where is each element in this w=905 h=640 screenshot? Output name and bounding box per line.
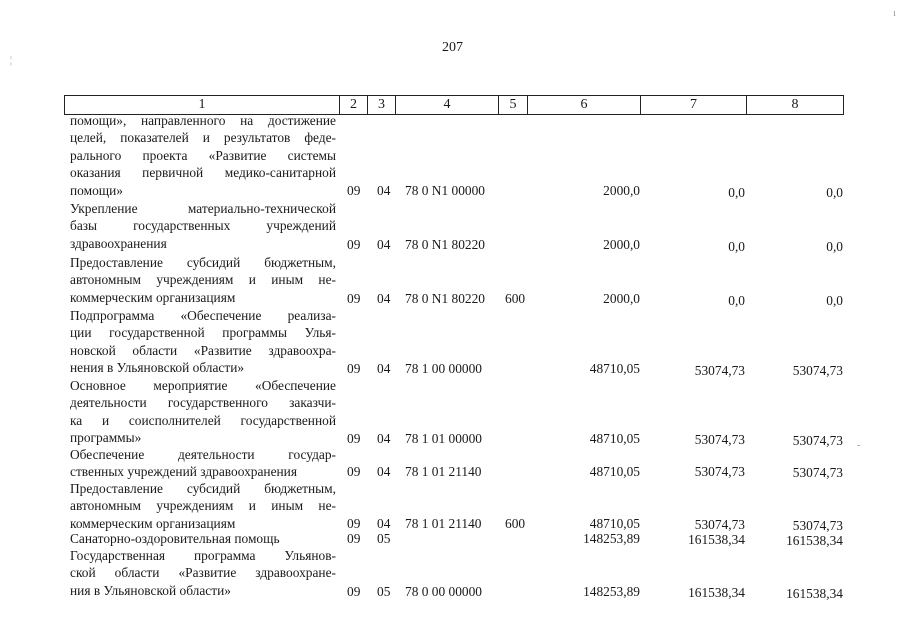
cell-target-article: 78 0 00 00000 <box>405 584 482 599</box>
desc-line: новской области «Развитие здравоохра- <box>70 342 336 358</box>
desc-line: базы государственных учреждений <box>70 218 336 234</box>
cell-subsection: 05 <box>377 531 391 546</box>
row-description <box>70 254 336 306</box>
scan-mark: ı <box>893 8 896 19</box>
desc-line: автономным учреждениям и иным не- <box>70 272 336 288</box>
desc-line: Основное мероприятие «Обеспечение <box>70 378 336 393</box>
cell-amount-col6: 48710,05 <box>589 516 640 531</box>
cell-amount-col7: 0,0 <box>728 239 745 254</box>
row-description <box>70 446 336 481</box>
cell-amount-col8: 161538,34 <box>786 533 843 548</box>
row-description <box>70 112 336 199</box>
cell-amount-col7: 53074,73 <box>694 432 745 447</box>
cell-amount-col6: 48710,05 <box>589 431 640 446</box>
desc-line: помощи» <box>70 182 123 198</box>
header-col-7: 7 <box>641 96 747 114</box>
cell-section: 09 <box>347 291 361 306</box>
cell-section: 09 <box>347 431 361 446</box>
cell-amount-col7: 53074,73 <box>694 517 745 532</box>
cell-target-article: 78 0 N1 80220 <box>405 237 485 252</box>
cell-amount-col8: 53074,73 <box>792 465 843 480</box>
cell-subsection: 05 <box>377 584 391 599</box>
cell-subsection: 04 <box>377 431 391 446</box>
cell-amount-col8: 53074,73 <box>792 363 843 378</box>
header-col-2: 2 <box>340 96 368 114</box>
desc-line: деятельности государственного заказчи- <box>70 395 336 411</box>
desc-line: коммерческим организациям <box>70 289 236 305</box>
cell-section: 09 <box>347 531 361 546</box>
desc-line: Санаторно-оздоровительная помощь <box>70 531 280 546</box>
cell-target-article: 78 1 01 21140 <box>405 464 482 479</box>
cell-section: 09 <box>347 183 361 198</box>
cell-expense-type: 600 <box>505 291 526 306</box>
desc-line: ственных учреждений здравоохранения <box>70 464 297 480</box>
cell-amount-col8: 161538,34 <box>786 586 843 601</box>
header-col-8: 8 <box>791 97 799 112</box>
cell-subsection: 04 <box>377 237 391 252</box>
desc-line: оказания первичной медико-санитарной <box>70 165 336 181</box>
cell-section: 09 <box>347 464 361 479</box>
header-col-3: 3 <box>368 96 396 114</box>
desc-line: ния в Ульяновской области» <box>70 582 231 598</box>
cell-amount-col8: 0,0 <box>826 185 843 200</box>
desc-line: программы» <box>70 430 142 446</box>
desc-line: Предоставление субсидий бюджетным, <box>70 481 336 496</box>
desc-line: Предоставление субсидий бюджетным, <box>70 255 336 270</box>
cell-subsection: 04 <box>377 516 391 531</box>
desc-line: помощи», направленного на достижение <box>70 113 336 128</box>
desc-line: ка и соисполнителей государственной <box>70 412 336 428</box>
desc-line: Обеспечение деятельности государ- <box>70 447 336 462</box>
cell-amount-col8: 0,0 <box>826 239 843 254</box>
desc-line: нения в Ульяновской области» <box>70 360 245 376</box>
page-number: 207 <box>442 40 463 55</box>
cell-target-article: 78 1 01 21140 <box>405 516 482 531</box>
row-description <box>70 307 336 377</box>
cell-amount-col7: 53074,73 <box>694 363 745 378</box>
header-col-5: 5 <box>499 96 528 114</box>
scan-mark: ¦ <box>10 55 13 66</box>
desc-line: ции государственной программы Улья- <box>70 325 336 341</box>
cell-subsection: 04 <box>377 183 391 198</box>
cell-expense-type: 600 <box>505 516 526 531</box>
header-col-4: 4 <box>396 96 499 114</box>
desc-line: целей, показателей и результатов феде- <box>70 130 336 146</box>
cell-subsection: 04 <box>377 291 391 306</box>
desc-line: коммерческим организациям <box>70 515 236 531</box>
cell-section: 09 <box>347 361 361 376</box>
cell-target-article: 78 0 N1 80220 <box>405 291 485 306</box>
row-description <box>70 530 336 547</box>
cell-amount-col8: 53074,73 <box>792 433 843 448</box>
desc-line: Укрепление материально-технической <box>70 201 336 216</box>
cell-amount-col7: 161538,34 <box>688 585 745 600</box>
cell-amount-col8: 0,0 <box>826 293 843 308</box>
cell-section: 09 <box>347 237 361 252</box>
cell-target-article: 78 0 N1 00000 <box>405 183 485 198</box>
desc-line: рального проекта «Развитие системы <box>70 147 336 163</box>
scan-mark: - <box>857 440 861 451</box>
cell-amount-col7: 0,0 <box>728 293 745 308</box>
cell-section: 09 <box>347 584 361 599</box>
cell-section: 09 <box>347 516 361 531</box>
cell-amount-col6: 48710,05 <box>589 464 640 479</box>
cell-amount-col6: 2000,0 <box>603 291 640 306</box>
desc-line: автономным учреждениям и иным не- <box>70 498 336 514</box>
cell-target-article: 78 1 01 00000 <box>405 431 482 446</box>
cell-amount-col6: 2000,0 <box>603 183 640 198</box>
desc-line: Подпрограмма «Обеспечение реализа- <box>70 308 336 323</box>
cell-amount-col6: 48710,05 <box>589 361 640 376</box>
header-col-1: 1 <box>65 96 340 114</box>
cell-amount-col7: 53074,73 <box>694 464 745 479</box>
row-description <box>70 377 336 447</box>
row-description <box>70 200 336 252</box>
row-description <box>70 480 336 532</box>
cell-target-article: 78 1 00 00000 <box>405 361 482 376</box>
cell-amount-col8: 53074,73 <box>792 518 843 533</box>
cell-subsection: 04 <box>377 361 391 376</box>
row-description <box>70 547 336 599</box>
desc-line: ской области «Развитие здравоохране- <box>70 565 336 581</box>
cell-amount-col6: 148253,89 <box>583 531 640 546</box>
cell-amount-col6: 148253,89 <box>583 584 640 599</box>
cell-amount-col7: 0,0 <box>728 185 745 200</box>
cell-amount-col7: 161538,34 <box>688 532 745 547</box>
cell-subsection: 04 <box>377 464 391 479</box>
cell-amount-col6: 2000,0 <box>603 237 640 252</box>
header-col-6: 6 <box>528 96 641 114</box>
desc-line: Государственная программа Ульянов- <box>70 548 336 563</box>
desc-line: здравоохранения <box>70 235 167 251</box>
